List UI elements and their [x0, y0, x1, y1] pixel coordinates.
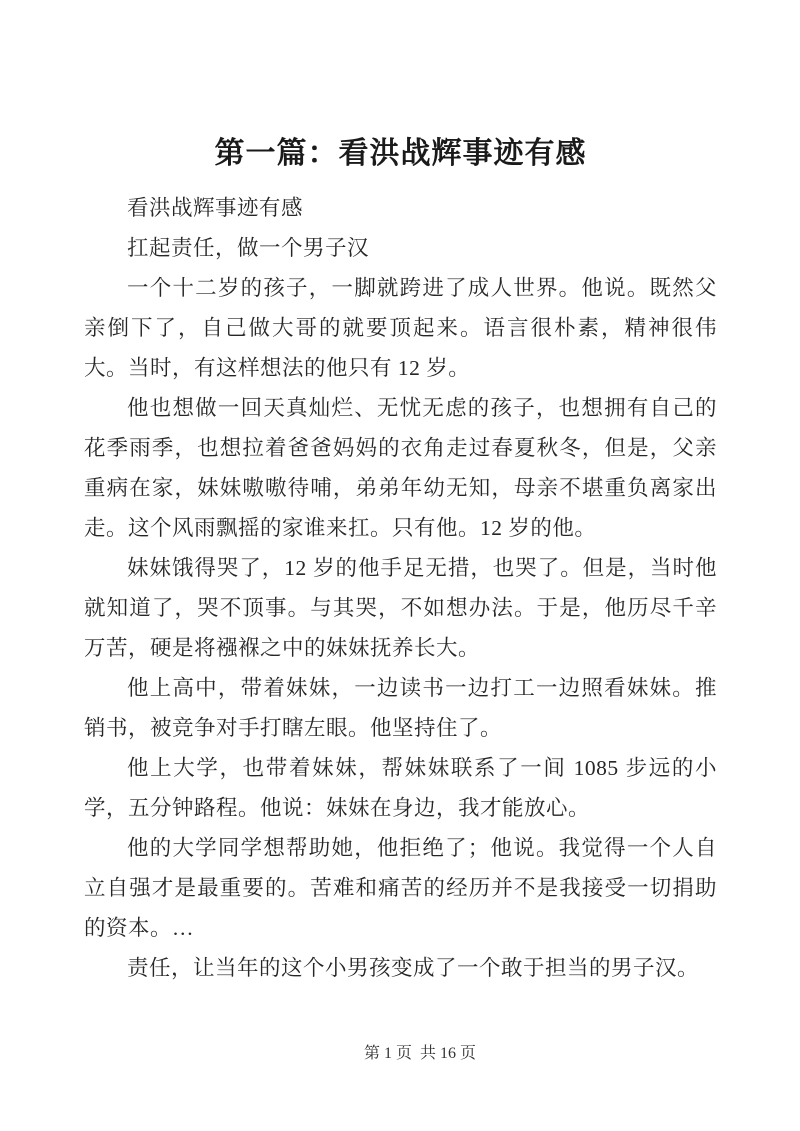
- paragraph: 他的大学同学想帮助她，他拒绝了；他说。我觉得一个人自立自强才是最重要的。苦难和痛苦的经历并不是我接受一切捐助的资本。…: [84, 836, 717, 940]
- paragraph: 他也想做一回天真灿烂、无忧无虑的孩子，也想拥有自己的花季雨季，也想拉着爸爸妈妈的衣角走过春夏秋冬，但是，父亲重病在家，妹妹嗷嗷待哺，弟弟年幼无知，母亲不堪重负离家出走。这个风雨飘摇的家谁来扛。只有他。12 岁的他。: [84, 396, 717, 540]
- paragraph: 责任，让当年的这个小男孩变成了一个敢于担当的男子汉。: [127, 956, 700, 980]
- paragraph: 妹妹饿得哭了，12 岁的他手足无措，也哭了。但是，当时他就知道了，哭不顶事。与其哭，不如想办法。于是，他历尽千辛万苦，硬是将襁褓之中的妹妹抚养长大。: [84, 556, 717, 660]
- paragraph: 一个十二岁的孩子，一脚就跨进了成人世界。他说。既然父亲倒下了，自己做大哥的就要顶起来。语言很朴素，精神很伟大。当时，有这样想法的他只有 12 岁。: [84, 276, 717, 380]
- page-title: 第一篇：看洪战辉事迹有感: [214, 137, 587, 170]
- paragraph: 他上大学，也带着妹妹，帮妹妹联系了一间 1085 步远的小学，五分钟路程。他说：妹妹在身边，我才能放心。: [84, 756, 717, 820]
- paragraph: 扛起责任，做一个男子汉: [127, 236, 370, 260]
- page-number: 第 1 页 共 16 页: [363, 1045, 476, 1062]
- paragraph: 看洪战辉事迹有感: [127, 196, 304, 220]
- paragraph: 他上高中，带着妹妹，一边读书一边打工一边照看妹妹。推销书，被竞争对手打瞎左眼。他坚持住了。: [84, 676, 717, 740]
